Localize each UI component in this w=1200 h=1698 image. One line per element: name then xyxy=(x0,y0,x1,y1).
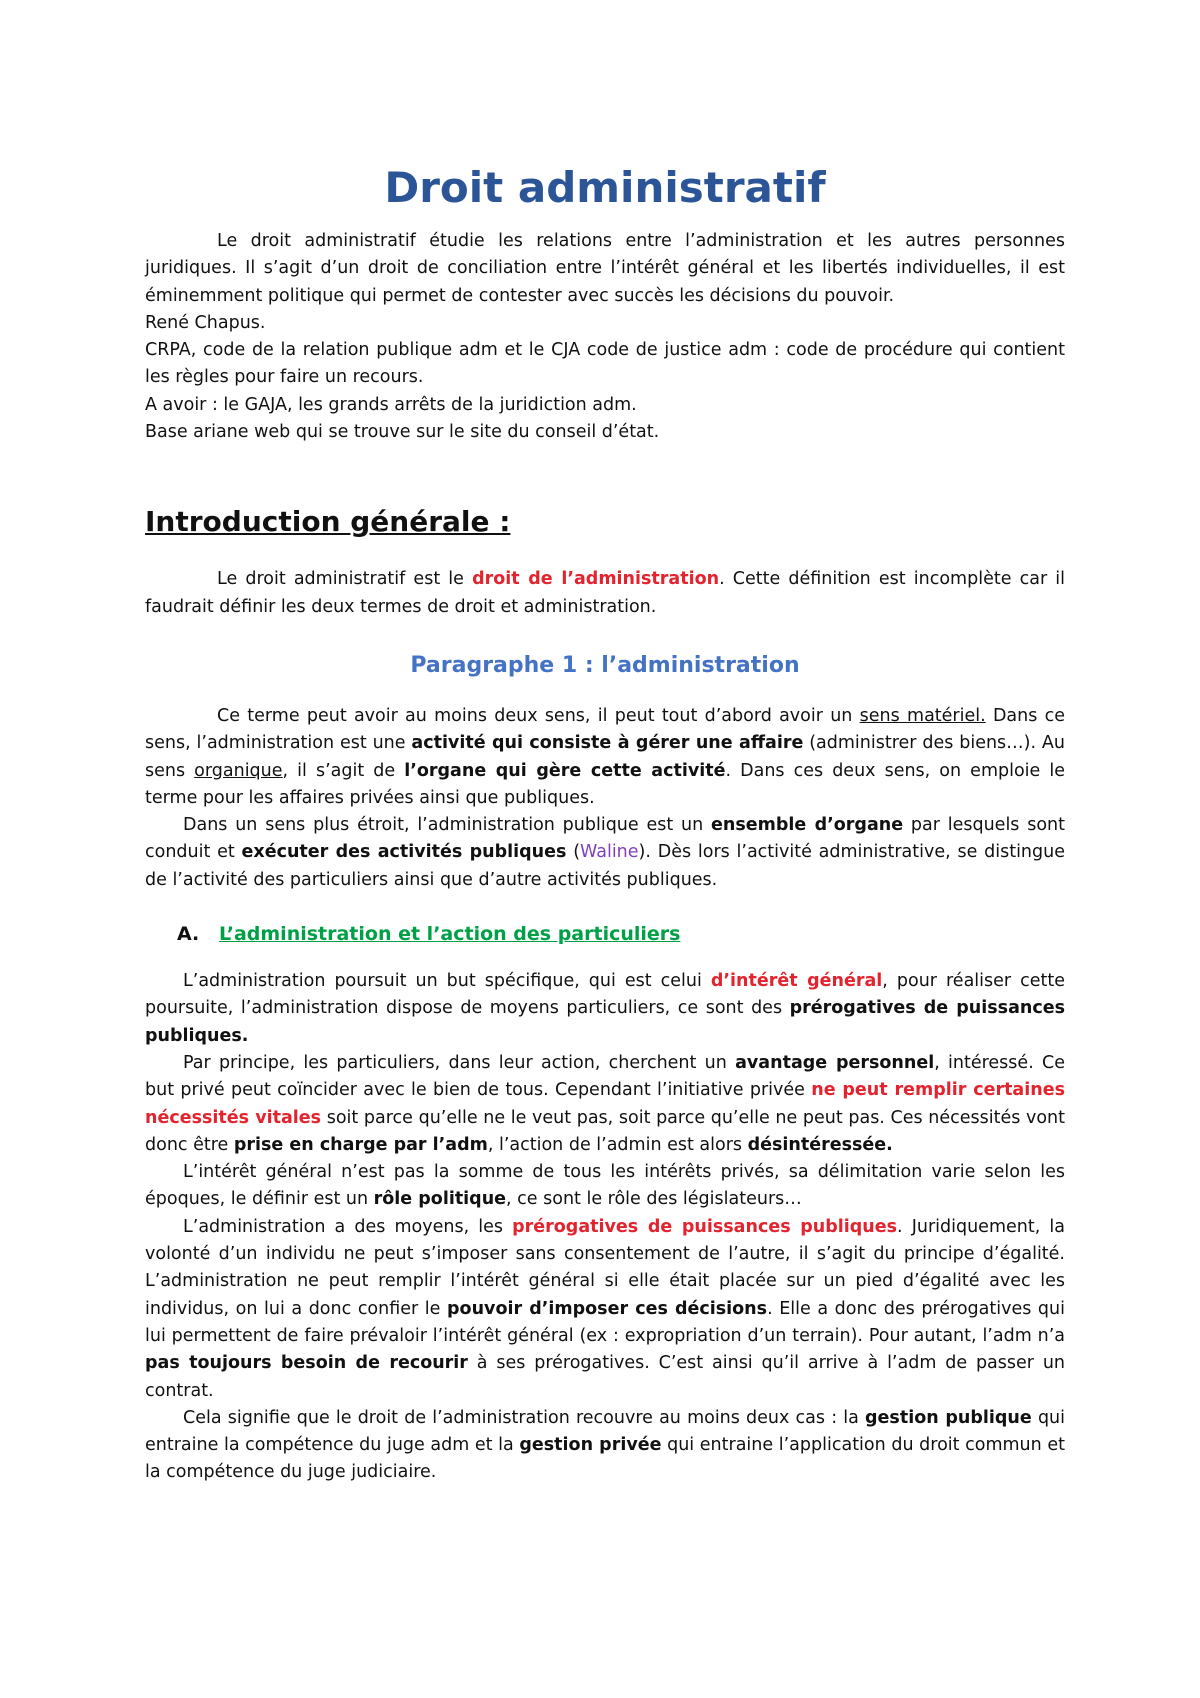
introduction-paragraph: Le droit administratif est le droit de l’administration. Cette définition est incomplète car il faudrait définir les deux termes de droit et administration. xyxy=(145,569,1065,617)
bold-term: activité qui consiste à gérer une affaire xyxy=(411,733,804,754)
bold-term: rôle politique xyxy=(373,1189,507,1210)
bold-term: gestion publique xyxy=(865,1407,1032,1428)
bold-term: pouvoir d’imposer ces décisions xyxy=(447,1298,768,1319)
bold-term: prise en charge par l’adm xyxy=(233,1134,488,1155)
intro-line-gaja: A avoir : le GAJA, les grands arrêts de la juridiction adm. xyxy=(145,394,637,415)
highlight-term: d’intérêt général xyxy=(710,971,883,992)
bold-term: gestion privée xyxy=(519,1435,662,1456)
bold-term: exécuter des activités publiques xyxy=(241,842,567,863)
subsection-paragraph-5: Cela signifie que le droit de l’administration recouvre au moins deux cas : la gestion publique qui entraine la compétence du juge adm et la gestion privée qui entraine l’application du droit commun et la compétence du juge judiciaire. xyxy=(145,1407,1066,1483)
highlight-term: prérogatives de puissances publiques xyxy=(512,1216,898,1237)
subsection-paragraph-2: Par principe, les particuliers, dans leur action, cherchent un avantage personnel, intéressé. Ce but privé peut coïncider avec le bien de tous. Cependant l’initiative privée ne peut remplir certaines nécessités vitales soit parce qu’elle ne le veut pas, soit parce qu’elle ne peut pas. Ces nécessités vont donc être prise en charge par l’adm, l’action de l’admin est alors désintéressée. xyxy=(145,1052,1065,1155)
subsection-heading-a xyxy=(145,920,1065,948)
underlined-term: organique xyxy=(194,760,283,781)
bold-term: l’organe qui gère cette activité xyxy=(404,760,726,781)
subsection-title: L’administration et l’action des particuliers xyxy=(219,923,681,946)
subsection-paragraph-1: L’administration poursuit un but spécifique, qui est celui d’intérêt général, pour réaliser cette poursuite, l’administration dispose de moyens particuliers, ce sont des prérogatives de puissances publiques. xyxy=(145,971,1066,1046)
bold-term: ensemble d’organe xyxy=(711,815,904,836)
highlight-term: droit de l’administration xyxy=(472,569,720,590)
bold-term: avantage personnel xyxy=(735,1052,935,1073)
document-title: Droit administratif xyxy=(384,163,826,212)
document-body xyxy=(145,160,1065,1487)
administration-paragraph-1: Ce terme peut avoir au moins deux sens, il peut tout d’abord avoir un sens matériel. Dans ce sens, l’administration est une activité qui consiste à gérer une affaire (administrer des biens…). Au sens organique, il s’agit de l’organe qui gère cette activité. Dans ces deux sens, on emploie le terme pour les affaires privées ainsi que publiques. xyxy=(145,705,1066,808)
subsection-number: A. xyxy=(177,923,200,946)
bold-term: prérogatives de puissances publiques. xyxy=(145,998,1066,1046)
paragraph-heading-administration: Paragraphe 1 : l’administration xyxy=(410,652,800,678)
subsection-paragraph-4: L’administration a des moyens, les prérogatives de puissances publiques. Juridiquement, la volonté d’un individu ne peut s’imposer sans consentement de l’autre, il s’agit du principe d’égalité. L’administration ne peut remplir l’intérêt général si elle était placée sur un pied d’égalité avec les individus, on lui a donc confier le pouvoir d’imposer ces décisions. Elle a donc des prérogatives qui lui permettent de faire prévaloir l’intérêt général (ex : expropriation d’un terrain). Pour autant, l’adm n’a pas toujours besoin de recourir à ses prérogatives. C’est ainsi qu’il arrive à l’adm de passer un contrat. xyxy=(145,1216,1066,1401)
bold-term: pas toujours besoin de recourir xyxy=(145,1353,468,1374)
author-name: Waline xyxy=(580,842,639,863)
bold-term: désintéressée. xyxy=(747,1134,893,1155)
administration-paragraph-2: Dans un sens plus étroit, l’administration publique est un ensemble d’organe par lesquels sont conduit et exécuter des activités publiques (Waline). Dès lors l’activité administrative, se distingue de l’activité des particuliers ainsi que d’autre activités publiques. xyxy=(145,815,1066,890)
intro-line-ariane: Base ariane web qui se trouve sur le site du conseil d’état. xyxy=(145,422,660,443)
subsection-paragraph-3: L’intérêt général n’est pas la somme de tous les intérêts privés, sa délimitation varie selon les époques, le définir est un rôle politique, ce sont le rôle des législateurs… xyxy=(145,1162,1065,1210)
section-heading-introduction: Introduction générale : xyxy=(145,505,511,539)
intro-line-codes: CRPA, code de la relation publique adm et le CJA code de justice adm : code de procédure qui contient les règles pour faire un recours. xyxy=(145,340,1065,388)
intro-line-author: René Chapus. xyxy=(145,312,266,333)
highlight-term: ne peut remplir certaines nécessités vitales xyxy=(145,1080,1065,1128)
underlined-term: sens matériel. xyxy=(859,705,986,726)
intro-paragraph: Le droit administratif étudie les relations entre l’administration et les autres personnes juridiques. Il s’agit d’un droit de conciliation entre l’intérêt général et les libertés individuelles, il est éminemment politique qui permet de contester avec succès les décisions du pouvoir. xyxy=(145,231,1065,306)
